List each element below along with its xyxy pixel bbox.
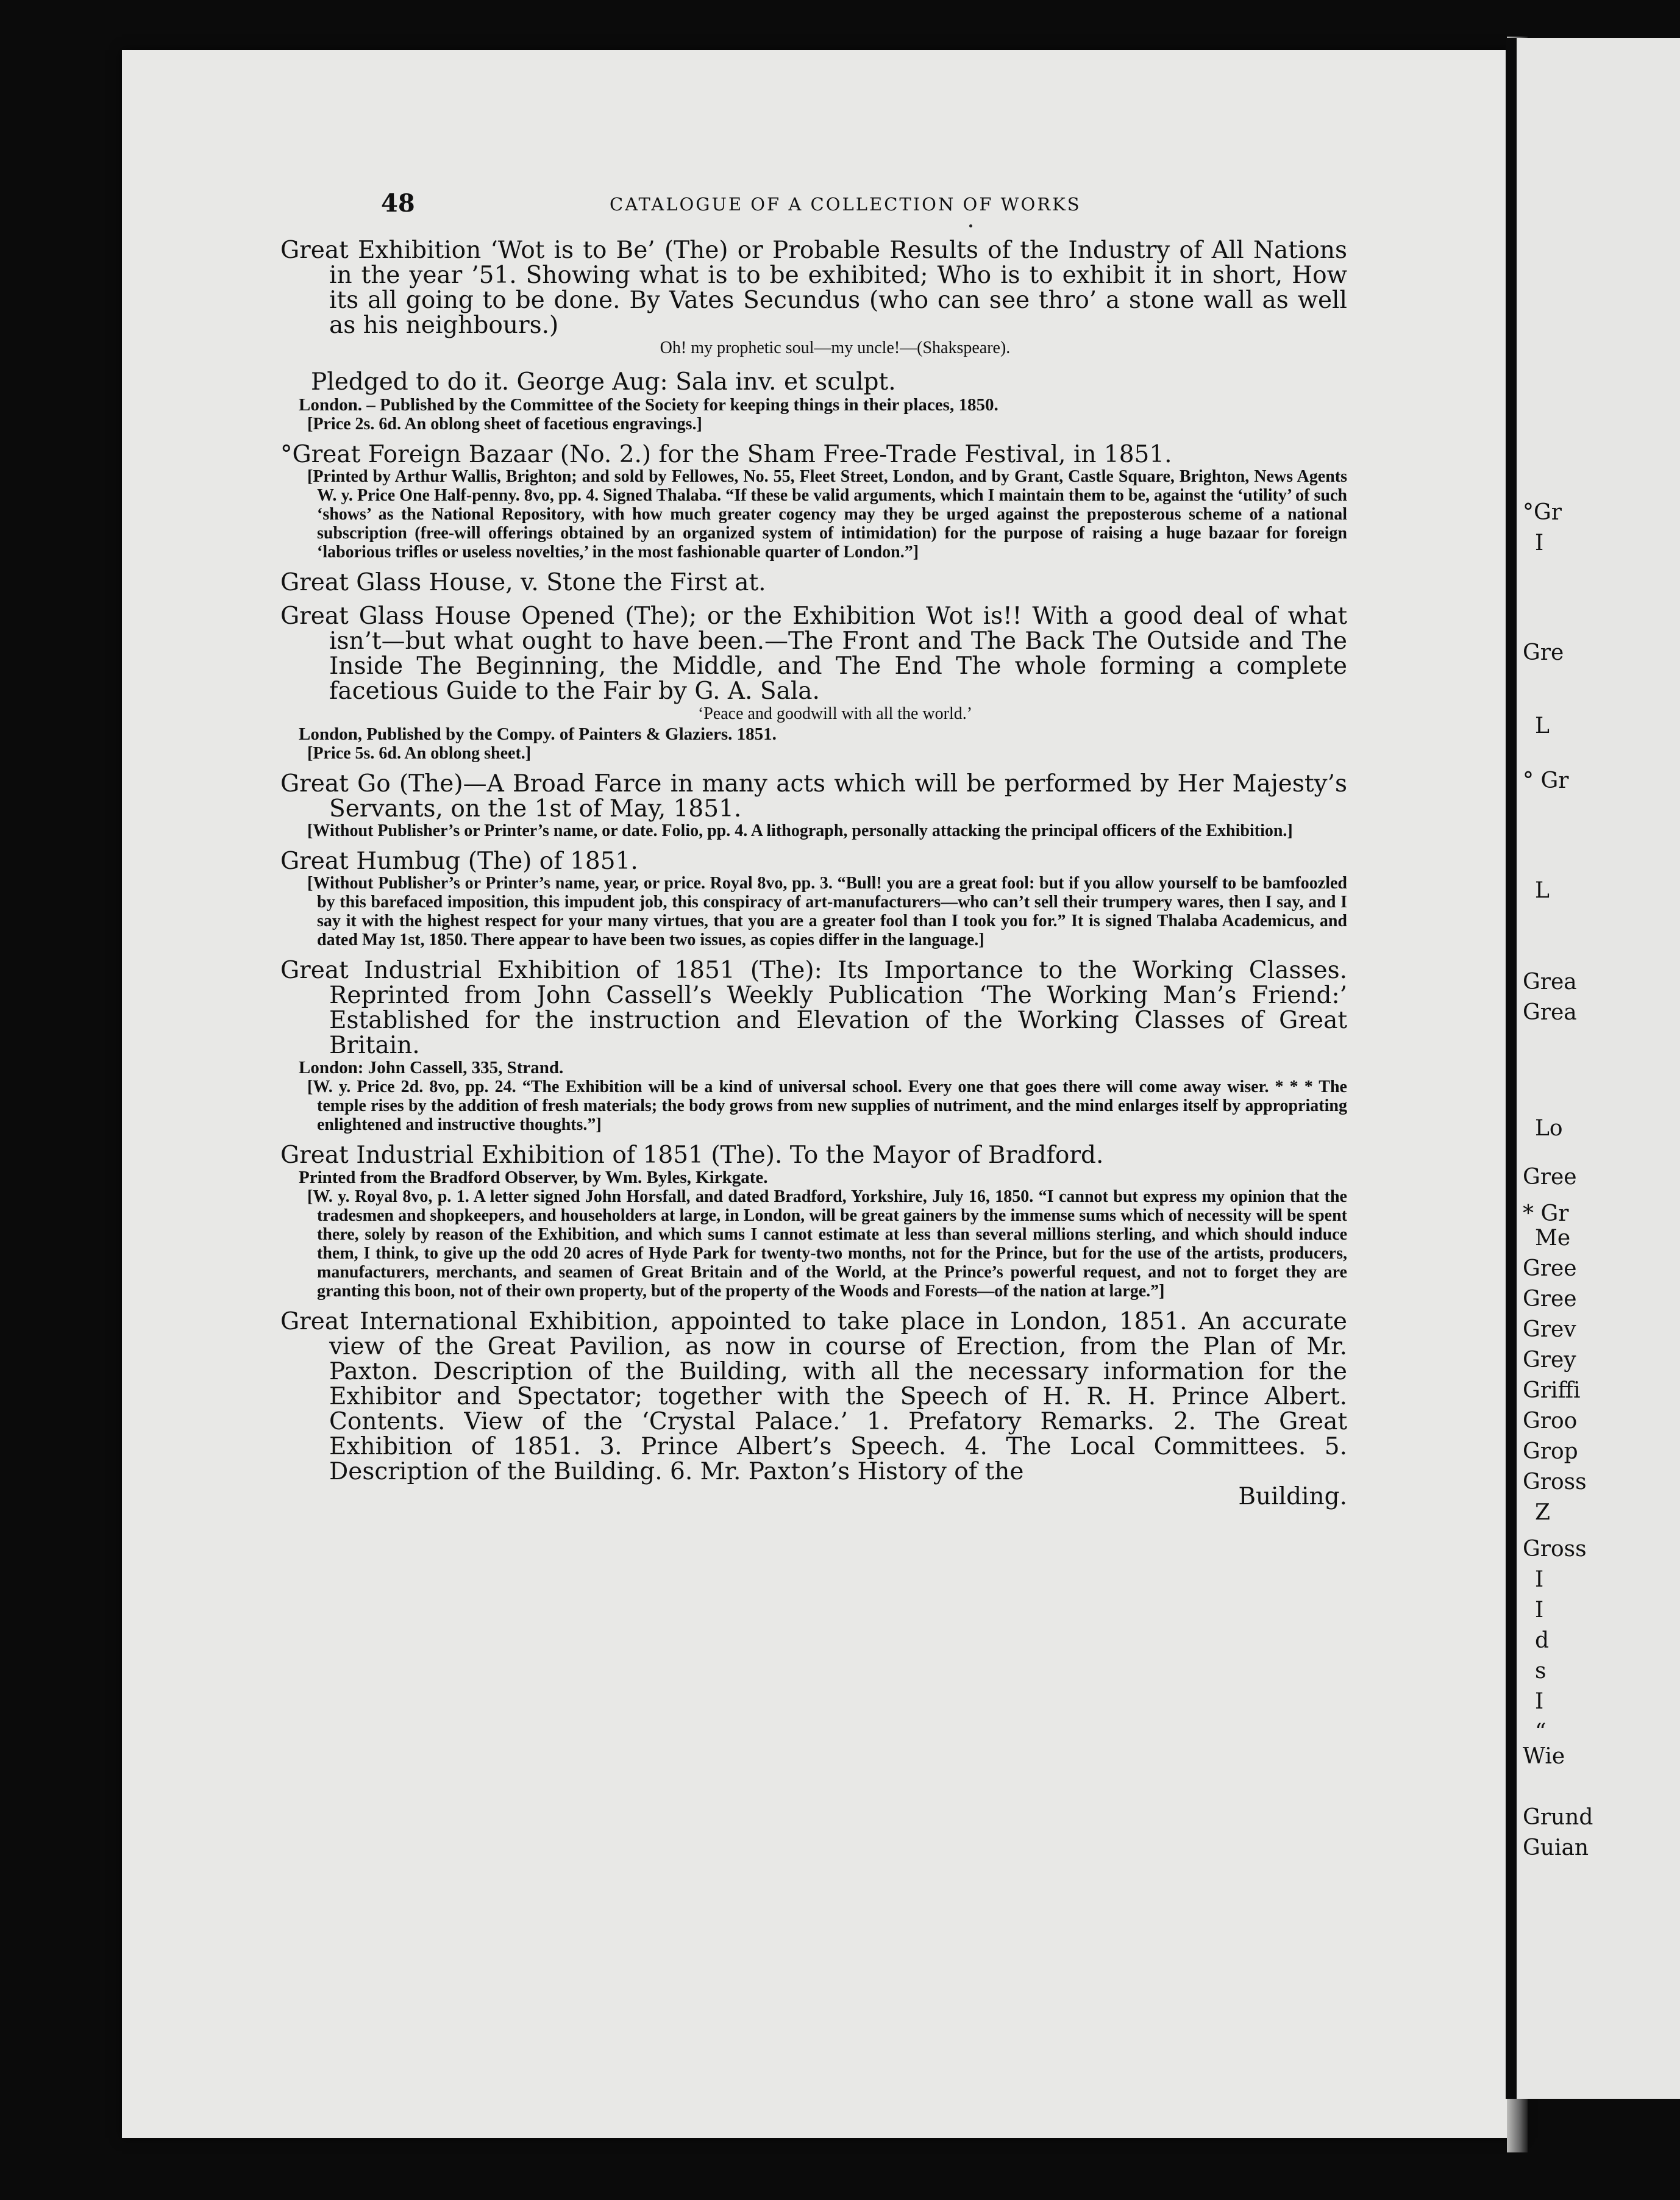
entry-imprint: London, Published by the Compy. of Painters & Glaziers. 1851.	[299, 724, 777, 744]
facing-page-fragment: Grea	[1523, 1000, 1577, 1025]
entry-title: Great Glass House, v. Stone the First at.	[280, 569, 766, 596]
catalogue-entry	[262, 238, 1347, 434]
catalogue-entry	[262, 1143, 1347, 1301]
entry-title: °Great Foreign Bazaar (No. 2.) for the Sham Free-Trade Festival, in 1851.	[280, 441, 1172, 468]
facing-page-fragment: I	[1535, 1567, 1544, 1592]
entry-note: [W. y. Price 2d. 8vo, pp. 24. “The Exhibition will be a kind of universal school. Every one that goes there will come away wiser. * * * The temple rises by the addition of fresh materials; the body grows from new supplies of nutriment, and the mind enlarges itself by appropriating enlightened and instructive thoughts.”]	[307, 1077, 1347, 1134]
entry-note: [Without Publisher’s or Printer’s name, year, or price. Royal 8vo, pp. 3. “Bull! you are a great fool: but if you allow yourself to be bamfoozled by this barefaced imposition, this impudent job, this conspiracy of art-manufacturers—who can’t sell their trumpery wares, then I say, and I say it with the highest respect for your many virtues, that you are a greater fool than I took you for.” It is signed Thalaba Academicus, and dated May 1st, 1850. There appear to have been two issues, as copies differ in the language.]	[307, 874, 1347, 949]
catalogue-entry	[262, 958, 1347, 1134]
catalogue-entry	[262, 849, 1347, 949]
facing-page-fragment: °Gr	[1523, 500, 1562, 525]
facing-page-fragment: Gree	[1523, 1165, 1577, 1190]
entry-imprint: London: John Cassell, 335, Strand.	[299, 1058, 564, 1077]
facing-page	[1506, 38, 1680, 2099]
entry-title: Great Industrial Exhibition of 1851 (The): Its Importance to the Working Classes. Reprinted from John Cassell’s Weekly Publication ‘The Working Man’s Friend:’ Established for the instruction and Elevation of the Working Classes of Great Britain.	[280, 957, 1347, 1059]
facing-page-fragment: s	[1535, 1659, 1547, 1684]
entry-continuation: Building.	[1238, 1483, 1347, 1510]
facing-page-fragment: Grea	[1523, 970, 1577, 995]
facing-page-fragment: Grev	[1523, 1317, 1576, 1342]
catalogue-entry	[262, 1309, 1347, 1509]
facing-page-fragment: ° Gr	[1523, 768, 1569, 793]
facing-page-fragment: Gre	[1523, 640, 1564, 665]
entry-title: Great Glass House Opened (The); or the Exhibition Wot is!! With a good deal of what isn’t—but what ought to have been.—The Front and The Back The Outside and The Inside The Beginning, the Middle, and The End The whole forming a complete facetious Guide to the Fair by G. A. Sala.	[280, 602, 1347, 705]
facing-page-fragment: Lo	[1535, 1116, 1563, 1141]
page-header	[262, 189, 1347, 232]
catalogue-entry	[262, 442, 1347, 562]
facing-page-fragment: Grey	[1523, 1348, 1576, 1373]
facing-page-fragment: * Gr	[1523, 1201, 1569, 1226]
facing-page-fragment: Griffi	[1523, 1378, 1581, 1403]
page-number: 48	[381, 189, 415, 218]
facing-page-fragment: Gross	[1523, 1537, 1587, 1562]
entry-motto: Oh! my prophetic soul—my uncle!—(Shakspeare).	[660, 338, 1011, 357]
entry-note: [Without Publisher’s or Printer’s name, or date. Folio, pp. 4. A lithograph, personally attacking the principal officers of the Exhibition.]	[307, 821, 1293, 840]
facing-page-fragment: Gree	[1523, 1287, 1577, 1312]
facing-page-fragment: I	[1535, 530, 1544, 555]
entry-title: Great Exhibition ‘Wot is to Be’ (The) or Probable Results of the Industry of All Nations in the year ’51. Showing what is to be exhibited; Who is to exhibit it in short, How its all going to be done. By Vates Secundus (who can see thro’ a stone wall as well as his neighbours.)	[280, 237, 1347, 339]
facing-page-fragment: Me	[1535, 1226, 1571, 1251]
entry-note: [Price 2s. 6d. An oblong sheet of facetious engravings.]	[307, 415, 702, 434]
entry-note: [Price 5s. 6d. An oblong sheet.]	[307, 744, 532, 763]
facing-page-fragment: “	[1535, 1720, 1547, 1745]
catalogue-content	[262, 189, 1347, 1518]
facing-page-fragment: Z	[1535, 1500, 1551, 1525]
facing-page-fragment: d	[1535, 1628, 1550, 1653]
running-head: CATALOGUE OF A COLLECTION OF WORKS	[610, 194, 1081, 215]
facing-page-fragment: Gree	[1523, 1256, 1577, 1281]
catalogue-entry	[262, 604, 1347, 763]
entry-note: [Printed by Arthur Wallis, Brighton; and sold by Fellowes, No. 55, Fleet Street, London, and by Grant, Castle Square, Brighton, News Agents W. y. Price One Half-penny. 8vo, pp. 4. Signed Thalaba. “If these be valid arguments, which I maintain them to be, against the ‘utility’ of such ‘shows’ as the National Repository, with how much greater cogency may they be urged against the preposterous scheme of a national subscription (free-will offerings obtained by an organized system of intimidation) for the purpose of raising a huge bazaar for foreign ‘laborious trifles or useless novelties,’ in the most fashionable quarter of London.”]	[307, 467, 1347, 562]
catalogue-entry	[262, 771, 1347, 840]
facing-page-fragment: Grop	[1523, 1439, 1578, 1464]
entry-title: Great Humbug (The) of 1851.	[280, 848, 638, 875]
entry-title: Great Industrial Exhibition of 1851 (The). To the Mayor of Bradford.	[280, 1141, 1104, 1169]
facing-page-fragment: Wie	[1523, 1744, 1565, 1769]
facing-page-fragment: L	[1535, 878, 1550, 903]
facing-page-fragment: I	[1535, 1598, 1544, 1623]
entry-imprint: Printed from the Bradford Observer, by Wm. Byles, Kirkgate.	[299, 1168, 768, 1187]
facing-page-fragment: Gross	[1523, 1470, 1587, 1495]
facing-page-fragment: L	[1535, 713, 1550, 738]
entry-motto: ‘Peace and goodwill with all the world.’	[697, 704, 973, 723]
entry-subtitle: Pledged to do it. George Aug: Sala inv. et sculpt.	[311, 368, 896, 396]
entry-note: [W. y. Royal 8vo, p. 1. A letter signed John Horsfall, and dated Bradford, Yorkshire, July 16, 1850. “I cannot but express my opinion that the tradesmen and shopkeepers, and householders at large, in London, will be great gainers by the immense sums which of necessity will be spent there, solely by reason of the Exhibition, and which sums I cannot estimate at less than several millions sterling, and which should induce them, I think, to give up the odd 20 acres of Hyde Park for twenty-two months, not for the Prince, but for the use of the artists, producers, manufacturers, merchants, and seamen of Great Britain and of the World, at the Prince’s powerful request, and not to forget they are granting this boon, not of their own property, but of the property of the Woods and Forests—of the nation at large.”]	[307, 1187, 1347, 1301]
facing-page-fragment: Groo	[1523, 1409, 1578, 1434]
facing-page-fragment: I	[1535, 1689, 1544, 1714]
entry-title: Great International Exhibition, appointed to take place in London, 1851. An accurate view of the Great Pavilion, as now in course of Erection, from the Plan of Mr. Paxton. Description of the Building, with all the necessary information for the Exhibitor and Spectator; together with the Speech of H. R. H. Prince Albert. Contents. View of the ‘Crystal Palace.’ 1. Prefatory Remarks. 2. The Great Exhibition of 1851. 3. Prince Albert’s Speech. 4. The Local Committees. 5. Description of the Building. 6. Mr. Paxton’s History of the	[280, 1308, 1347, 1485]
entry-title: Great Go (The)—A Broad Farce in many acts which will be performed by Her Majesty’s Servants, on the 1st of May, 1851.	[280, 770, 1347, 823]
facing-page-fragment: Guian	[1523, 1835, 1589, 1860]
facing-page-fragment: Grund	[1523, 1805, 1593, 1830]
catalogue-entry	[262, 570, 1347, 595]
entry-imprint: London. – Published by the Committee of the Society for keeping things in their places, 1850.	[299, 395, 998, 415]
